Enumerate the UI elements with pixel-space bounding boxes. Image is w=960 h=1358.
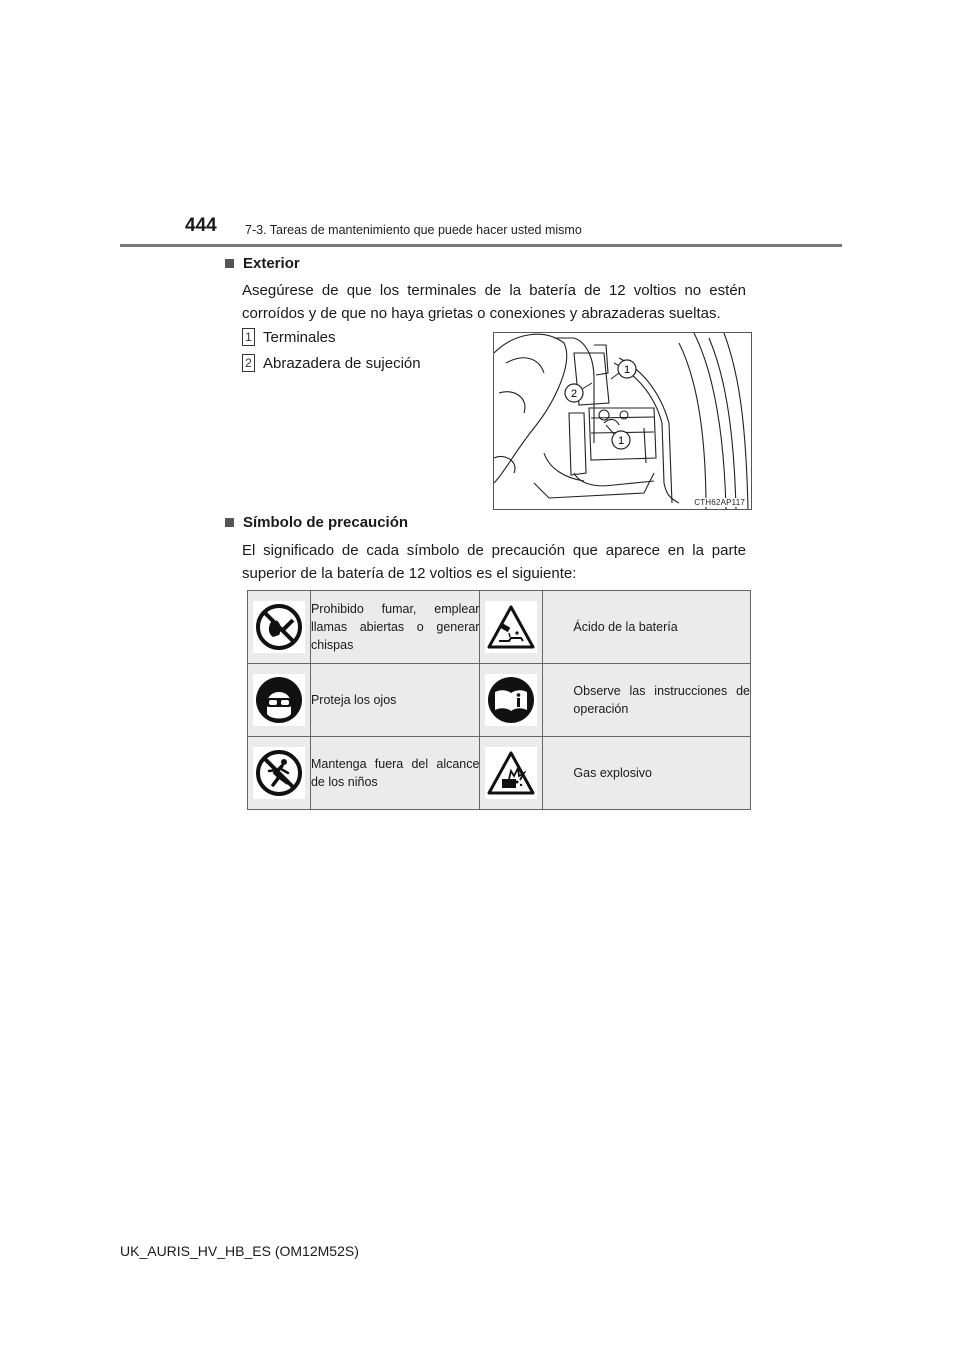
exterior-heading-text: Exterior: [243, 255, 300, 272]
precaution-symbols-table: [247, 590, 751, 810]
precaution-heading: [225, 514, 408, 531]
header-divider: [120, 244, 842, 247]
exterior-heading: [225, 255, 300, 272]
battery-acid-icon: [485, 601, 537, 653]
table-row: [248, 591, 751, 664]
figure-code: CTH62AP117: [694, 498, 745, 507]
legend-item-clamp: [242, 354, 421, 372]
legend-number: 1: [242, 328, 255, 346]
precaution-paragraph: El significado de cada símbolo de precaución que aparece en la parte superior de la batería de 12 voltios es el siguiente:: [242, 542, 746, 582]
callout-terminal-top: 1: [623, 364, 631, 376]
symbol-label: Prohibido fumar, emplear llamas abiertas o generar chispas: [310, 591, 480, 664]
symbol-label: Mantenga fuera del alcance de los niños: [310, 737, 480, 810]
read-instructions-icon: [485, 674, 537, 726]
table-row: [248, 664, 751, 737]
symbol-label: Proteja los ojos: [310, 664, 480, 737]
no-smoking-flame-icon: [253, 601, 305, 653]
square-bullet-icon: [225, 259, 234, 268]
legend-label: Terminales: [263, 328, 336, 346]
eye-protection-icon: [253, 674, 305, 726]
symbol-label: Ácido de la batería: [543, 591, 751, 664]
table-row: [248, 737, 751, 810]
symbol-label: Gas explosivo: [543, 737, 751, 810]
explosive-gas-icon: [485, 747, 537, 799]
battery-drawing: [494, 333, 751, 509]
symbol-label: Observe las instrucciones de operación: [543, 664, 751, 737]
legend-number: 2: [242, 354, 255, 372]
keep-away-children-icon: [253, 747, 305, 799]
footer-model-code: UK_AURIS_HV_HB_ES (OM12M52S): [120, 1243, 359, 1259]
callout-terminal-bottom: 1: [617, 435, 625, 447]
legend-item-terminals: [242, 328, 336, 346]
page-number: 444: [185, 215, 217, 236]
callout-clamp: 2: [570, 388, 578, 400]
section-title: 7-3. Tareas de mantenimiento que puede hacer usted mismo: [245, 223, 582, 237]
battery-illustration: [493, 332, 752, 510]
precaution-heading-text: Símbolo de precaución: [243, 514, 409, 531]
square-bullet-icon: [225, 518, 234, 527]
exterior-paragraph: Asegúrese de que los terminales de la batería de 12 voltios no estén corroídos y de que no haya grietas o conexiones y abrazaderas sueltas.: [242, 282, 746, 322]
legend-label: Abrazadera de sujeción: [263, 354, 421, 372]
